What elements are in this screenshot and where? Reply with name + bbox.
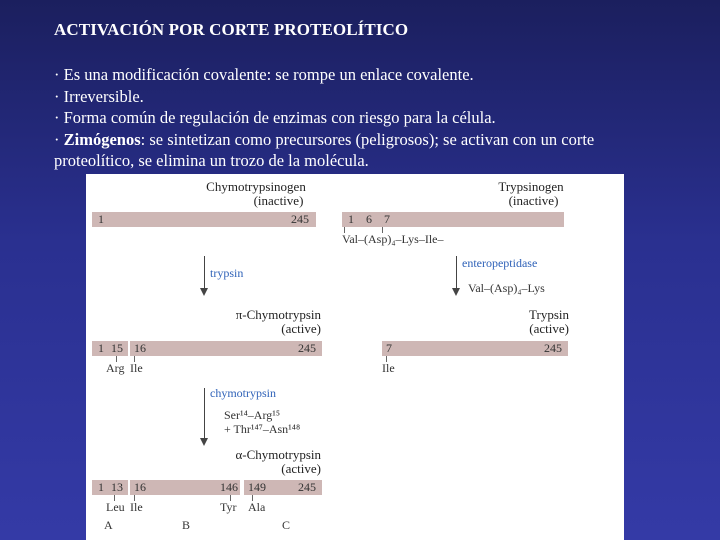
trypsin-number-7: 7 xyxy=(386,341,392,355)
trypsinogen-number-7: 7 xyxy=(384,212,390,226)
trypsinogen-number-6: 6 xyxy=(366,212,372,226)
alpha-chymotrypsin-state: (active) xyxy=(281,461,321,476)
bullet-covalent: · Es una modificación covalente: se rompe un enlace covalente. xyxy=(54,65,474,84)
trypsin-enzyme-label: trypsin xyxy=(210,266,244,280)
chymotrypsinogen-end-number: 245 xyxy=(291,212,309,226)
cleaved-dipeptide-2: + Thr¹⁴⁷–Asn¹⁴⁸ xyxy=(224,422,301,436)
trypsinogen-peptide: Val–(Asp)₄–Lys–Ile– xyxy=(342,232,444,246)
chymotrypsin-arrow-head xyxy=(200,438,208,446)
trypsinogen-title: Trypsinogen xyxy=(498,179,564,194)
trypsin-residue-ile: Ile xyxy=(382,361,395,375)
pi-chymotrypsin-state: (active) xyxy=(281,321,321,336)
bullet-regulation: · Forma común de regulación de enzimas con riesgo para la célula. xyxy=(54,108,496,127)
alpha-chymotrypsin-number-16: 16 xyxy=(134,480,146,494)
chain-b-label: B xyxy=(182,518,191,532)
alpha-chymotrypsin-residue-ile: Ile xyxy=(130,500,143,514)
pi-chymotrypsin-number-15: 15 xyxy=(111,341,123,355)
slide-title: ACTIVACIÓN POR CORTE PROTEOLÍTICO xyxy=(54,20,409,39)
trypsinogen-number-1: 1 xyxy=(348,212,354,226)
trypsin-state: (active) xyxy=(529,321,569,336)
trypsin-bar xyxy=(382,341,568,356)
bullet-zymogens-bold: Zimógenos xyxy=(63,129,141,149)
bullet-irreversible: · Irreversible. xyxy=(54,86,144,106)
chymotrypsinogen-title: Chymotrypsinogen xyxy=(206,179,306,194)
pi-chymotrypsin-bar-segment-b xyxy=(130,341,322,356)
chymotrypsinogen-start-number: 1 xyxy=(98,212,104,226)
pi-chymotrypsin-number-1: 1 xyxy=(98,341,104,355)
bullet-zymogens-text: : se sintetizan como precursores (peligrosos); se activan con un corte xyxy=(140,129,595,149)
cleaved-dipeptide-1: Ser¹⁴–Arg¹⁵ xyxy=(224,408,281,422)
bullet-list xyxy=(54,64,720,172)
trypsin-arrow-head xyxy=(200,288,208,296)
alpha-chymotrypsin-number-13: 13 xyxy=(111,480,123,494)
bullet-zymogens-prefix: · xyxy=(54,129,64,149)
trypsin-end-number: 245 xyxy=(544,341,562,355)
bullet-zymogens-line2: proteolítico, se elimina un trozo de la molécula. xyxy=(54,151,369,170)
enteropeptidase-arrow-head xyxy=(452,288,460,296)
pi-chymotrypsin-end-number: 245 xyxy=(298,341,316,355)
zymogen-activation-figure xyxy=(86,174,624,540)
pi-chymotrypsin-title: π-Chymotrypsin xyxy=(235,307,321,322)
chain-a-label: A xyxy=(104,518,113,532)
bullet-zymogens xyxy=(54,129,720,151)
pi-chymotrypsin-residue-arg: Arg xyxy=(106,361,125,375)
alpha-chymotrypsin-title: α-Chymotrypsin xyxy=(235,447,321,462)
alpha-chymotrypsin-residue-tyr: Tyr xyxy=(220,500,237,514)
released-peptide: Val–(Asp)₄–Lys xyxy=(468,281,545,295)
alpha-chymotrypsin-end-number: 245 xyxy=(298,480,316,494)
chymotrypsin-enzyme-label: chymotrypsin xyxy=(210,386,276,400)
chain-c-label: C xyxy=(282,518,291,532)
alpha-chymotrypsin-number-1: 1 xyxy=(98,480,104,494)
chymotrypsinogen-bar xyxy=(92,212,316,227)
enteropeptidase-arrow-line xyxy=(456,256,457,290)
alpha-chymotrypsin-number-146: 146 xyxy=(220,480,238,494)
alpha-chymotrypsin-number-149: 149 xyxy=(248,480,266,494)
trypsinogen-bar xyxy=(342,212,564,227)
trypsin-title: Trypsin xyxy=(529,307,569,322)
pi-chymotrypsin-number-16: 16 xyxy=(134,341,146,355)
trypsinogen-state: (inactive) xyxy=(508,193,559,208)
alpha-chymotrypsin-residue-ala: Ala xyxy=(248,500,266,514)
enteropeptidase-enzyme-label: enteropeptidase xyxy=(462,256,538,270)
pi-chymotrypsin-residue-ile: Ile xyxy=(130,361,143,375)
alpha-chymotrypsin-residue-leu: Leu xyxy=(106,500,125,514)
chymotrypsin-arrow-line xyxy=(204,388,205,440)
chymotrypsinogen-state: (inactive) xyxy=(253,193,304,208)
trypsin-arrow-line xyxy=(204,256,205,290)
